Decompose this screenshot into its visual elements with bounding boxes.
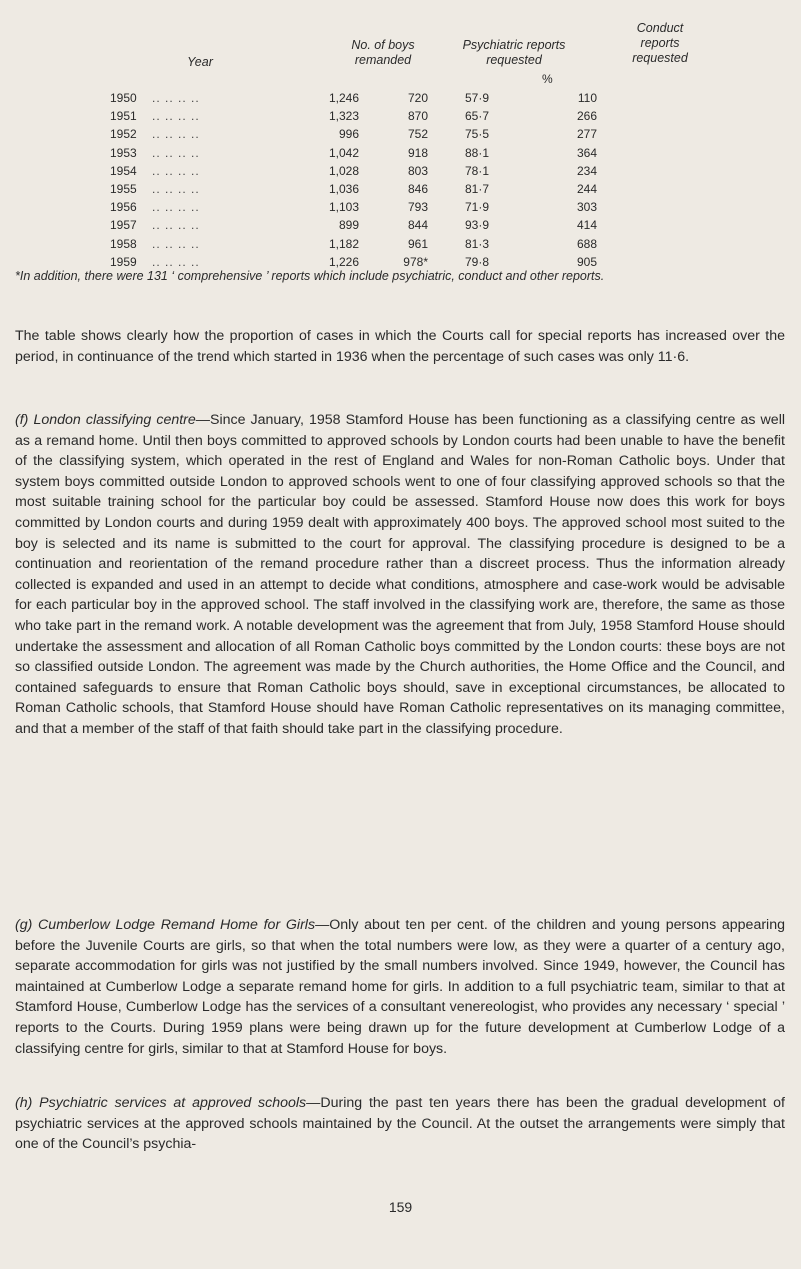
year-cell: 1951 (110, 109, 137, 124)
psychiatric-count-cell: 918 (407, 145, 428, 160)
boys-remanded-cell: 1,042 (328, 145, 359, 160)
paragraph-london-text: —Since January, 1958 Stamford House has been functioning as a classifying centre as well as a remand home. Until then boys committed to approved schools by London courts had been unable to have the benefit of the classifying system, which operated in the rest of England and Wales for non-Roman Catholic boys. Under that system boys committed outside London to approved schools went to one of four classifying approved schools so that the most suitable training school for the particular boy could be assessed. Stamford House now does this work for boys committed by London courts and during 1959 dealt with approximately 400 boys. The approved school most suited to the boy is selected and its name is submitted to the court for approval. The classifying procedure is designed to be a continuation and reorientation of the remand procedure rather than a discreet process. Thus the information already collected is expanded and used in an attempt to decide what conditions, atmosphere and case-work would be advisable for each particular boy in the approved school. The staff involved in the classifying work are, therefore, the same as those who take part in the remand work. A notable development was the agreement that from July, 1958 Stamford House should undertake the assessment and allocation of all Roman Catholic boys committed by the London courts: these boys are not so classified outside London. The agreement was made by the Church authorities, the Home Office and the Council, and contained safeguards to ensure that Roman Catholic boys should, save in exceptional circumstances, be allocated to Roman Catholic schools, that Stamford House should have Roman Catholic representatives on its managing committee, and that a member of the staff of that faith should take part in the classifying procedure. (15, 412, 785, 737)
header-conduct-reports: Conduct reports requested (632, 21, 688, 65)
table-row (110, 107, 597, 125)
leader-dots: .. .. .. .. (152, 182, 200, 197)
paragraph-cumberlow-lodge (15, 915, 785, 1059)
psychiatric-count-cell: 793 (407, 200, 428, 215)
conduct-count-cell: 234 (576, 163, 597, 178)
psychiatric-percent-cell: 81·3 (464, 236, 489, 251)
table-row (110, 198, 597, 216)
psychiatric-percent-cell: 75·5 (464, 127, 489, 142)
table-row (110, 144, 597, 162)
paragraph-london-classifying-centre (15, 410, 785, 740)
conduct-count-cell: 277 (576, 127, 597, 142)
year-cell: 1956 (110, 200, 137, 215)
psychiatric-percent-cell: 81·7 (464, 182, 489, 197)
header-psychiatric-reports: Psychiatric reports requested (462, 38, 566, 67)
year-cell: 1954 (110, 163, 137, 178)
paragraph-cumberlow-heading: (g) Cumberlow Lodge Remand Home for Girls (15, 917, 316, 933)
year-cell: 1952 (110, 127, 137, 142)
header-percent-sign: % (542, 72, 553, 86)
year-cell: 1953 (110, 145, 137, 160)
leader-dots: .. .. .. .. (152, 163, 200, 178)
boys-remanded-cell: 1,028 (328, 163, 359, 178)
page-number: 159 (388, 1199, 413, 1215)
leader-dots: .. .. .. .. (152, 91, 200, 106)
conduct-count-cell: 905 (576, 254, 597, 269)
table-body (110, 89, 597, 271)
boys-remanded-cell: 1,103 (328, 200, 359, 215)
conduct-count-cell: 688 (576, 236, 597, 251)
psychiatric-count-cell: 720 (407, 91, 428, 106)
psychiatric-percent-cell: 71·9 (464, 200, 489, 215)
leader-dots: .. .. .. .. (152, 127, 200, 142)
leader-dots: .. .. .. .. (152, 200, 200, 215)
conduct-count-cell: 364 (576, 145, 597, 160)
conduct-count-cell: 244 (576, 182, 597, 197)
year-cell: 1959 (110, 254, 137, 269)
psychiatric-count-cell: 803 (407, 163, 428, 178)
header-year: Year (187, 55, 213, 69)
psychiatric-count-cell: 844 (407, 218, 428, 233)
year-cell: 1955 (110, 182, 137, 197)
boys-remanded-cell: 1,182 (328, 236, 359, 251)
table-row (110, 235, 597, 253)
paragraph-london-heading: (f) London classifying centre (15, 412, 196, 428)
psychiatric-percent-cell: 57·9 (464, 91, 489, 106)
table-row (110, 216, 597, 234)
table-row (110, 89, 597, 107)
year-cell: 1958 (110, 236, 137, 251)
psychiatric-count-cell: 870 (407, 109, 428, 124)
psychiatric-count-cell: 846 (407, 182, 428, 197)
boys-remanded-cell: 1,323 (328, 109, 359, 124)
psychiatric-count-cell: 978* (403, 254, 428, 269)
boys-remanded-cell: 1,226 (328, 254, 359, 269)
leader-dots: .. .. .. .. (152, 236, 200, 251)
leader-dots: .. .. .. .. (152, 145, 200, 160)
leader-dots: .. .. .. .. (152, 109, 200, 124)
conduct-count-cell: 266 (576, 109, 597, 124)
psychiatric-count-cell: 961 (407, 236, 428, 251)
paragraph-psychiatric-services (15, 1093, 785, 1155)
paragraph-psychiatric-heading: (h) Psychiatric services at approved schools (15, 1095, 307, 1111)
psychiatric-count-cell: 752 (407, 127, 428, 142)
psychiatric-percent-cell: 88·1 (464, 145, 489, 160)
year-cell: 1957 (110, 218, 137, 233)
leader-dots: .. .. .. .. (152, 254, 200, 269)
header-boys-remanded: No. of boys remanded (351, 38, 415, 67)
boys-remanded-cell: 899 (338, 218, 359, 233)
conduct-count-cell: 414 (576, 218, 597, 233)
paragraph-cumberlow-text: —Only about ten per cent. of the children and young persons appearing before the Juvenile Courts are girls, so that when the total numbers were low, as they were a quarter of a century ago, separate accommodation for girls was not justified by the small numbers involved. Since 1949, however, the Council has maintained at Cumberlow Lodge a separate remand home for girls. In addition to a full psychiatric team, similar to that at Stamford House, Cumberlow Lodge has the services of a consultant venereologist, who provides any necessary ‘ special ’ reports to the Courts. During 1959 plans were being drawn up for the future development at Cumberlow Lodge of a classifying centre for girls, similar to that at Stamford House for boys. (15, 917, 785, 1057)
paragraph-trend-text: The table shows clearly how the proportion of cases in which the Courts call for special reports has increased over the period, in continuance of the trend which started in 1936 when the percentage of such cases was only 11·6. (15, 328, 785, 365)
remand-reports-table (110, 89, 597, 271)
table-row (110, 125, 597, 143)
paragraph-trend (15, 326, 785, 367)
paragraph-psychiatric-text: —During the past ten years there has been the gradual development of psychiatric services at the approved schools maintained by the Council. At the outset the arrangements were simply that one of the Council’s psychia- (15, 1095, 785, 1153)
boys-remanded-cell: 996 (338, 127, 359, 142)
year-cell: 1950 (110, 91, 137, 106)
psychiatric-percent-cell: 79·8 (464, 254, 489, 269)
boys-remanded-cell: 1,246 (328, 91, 359, 106)
boys-remanded-cell: 1,036 (328, 182, 359, 197)
leader-dots: .. .. .. .. (152, 218, 200, 233)
table-row (110, 162, 597, 180)
table-footnote: *In addition, there were 131 ‘ comprehensive ’ reports which include psychiatric, conduct and other reports. (15, 269, 605, 283)
psychiatric-percent-cell: 78·1 (464, 163, 489, 178)
table-row (110, 180, 597, 198)
conduct-count-cell: 110 (577, 91, 597, 106)
psychiatric-percent-cell: 93·9 (464, 218, 489, 233)
psychiatric-percent-cell: 65·7 (464, 109, 489, 124)
conduct-count-cell: 303 (576, 200, 597, 215)
